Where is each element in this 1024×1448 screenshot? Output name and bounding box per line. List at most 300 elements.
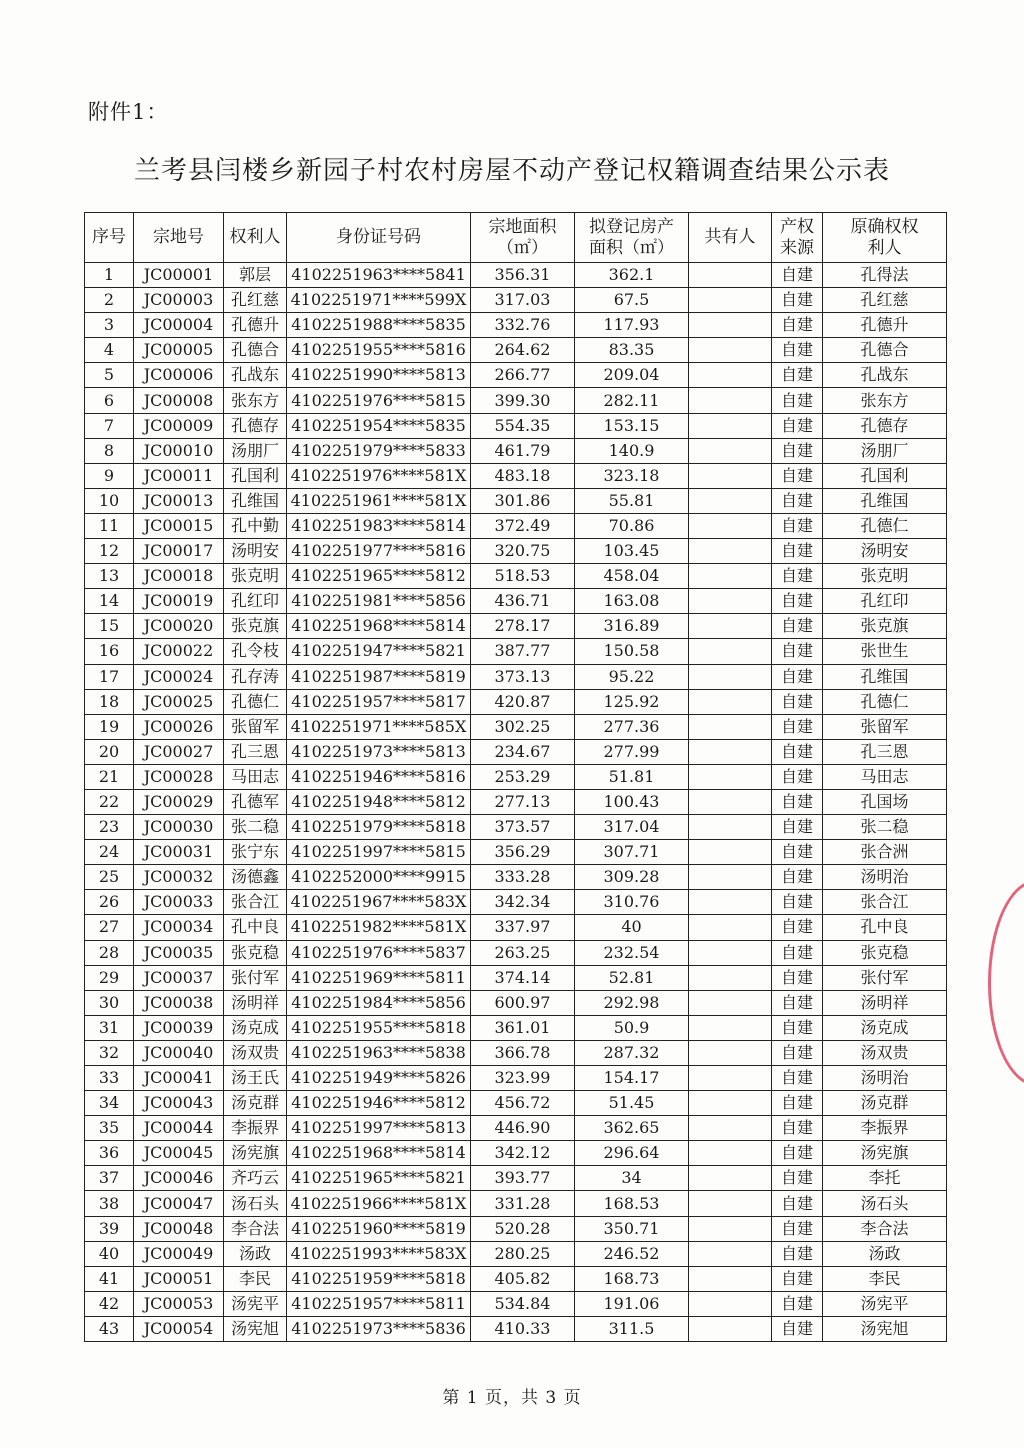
cell-owner: 马田志: [224, 764, 287, 789]
page-title: 兰考县闫楼乡新园子村农村房屋不动产登记权籍调查结果公示表: [133, 156, 890, 186]
cell-co-owner: [689, 965, 772, 990]
cell-id-number: 4102252000****9915: [287, 865, 471, 890]
cell-id-number: 4102251961****581X: [287, 488, 471, 513]
cell-parcel-area: 342.34: [471, 890, 575, 915]
cell-parcel-id: JC00026: [134, 714, 224, 739]
cell-id-number: 4102251984****5856: [287, 990, 471, 1015]
cell-house-area: 100.43: [575, 789, 689, 814]
col-header-parcel-area: 宗地面积 （㎡）: [471, 213, 575, 263]
cell-house-area: 232.54: [575, 940, 689, 965]
cell-parcel-id: JC00047: [134, 1191, 224, 1216]
col-header-id-number: 身份证号码: [287, 213, 471, 263]
cell-parcel-id: JC00018: [134, 564, 224, 589]
cell-property-source: 自建: [772, 689, 823, 714]
cell-parcel-area: 301.86: [471, 488, 575, 513]
table-row: [85, 513, 947, 538]
cell-co-owner: [689, 1015, 772, 1040]
cell-parcel-area: 436.71: [471, 589, 575, 614]
cell-house-area: 307.71: [575, 840, 689, 865]
cell-house-area: 163.08: [575, 589, 689, 614]
table-row: [85, 413, 947, 438]
table-row: [85, 589, 947, 614]
cell-original-owner: 马田志: [823, 764, 947, 789]
cell-original-owner: 汤明安: [823, 539, 947, 564]
cell-id-number: 4102251966****581X: [287, 1191, 471, 1216]
cell-index: 18: [85, 689, 134, 714]
cell-index: 30: [85, 990, 134, 1015]
cell-index: 19: [85, 714, 134, 739]
cell-co-owner: [689, 513, 772, 538]
cell-original-owner: 李民: [823, 1266, 947, 1291]
cell-original-owner: 孔红印: [823, 589, 947, 614]
cell-owner: 张克旗: [224, 614, 287, 639]
cell-parcel-id: JC00043: [134, 1091, 224, 1116]
cell-parcel-area: 373.13: [471, 664, 575, 689]
cell-index: 3: [85, 313, 134, 338]
cell-index: 12: [85, 539, 134, 564]
cell-index: 42: [85, 1291, 134, 1316]
attachment-label: 附件1：: [88, 100, 169, 124]
cell-parcel-id: JC00025: [134, 689, 224, 714]
cell-owner: 汤双贵: [224, 1040, 287, 1065]
cell-property-source: 自建: [772, 564, 823, 589]
cell-property-source: 自建: [772, 388, 823, 413]
cell-co-owner: [689, 1116, 772, 1141]
cell-original-owner: 孔维国: [823, 488, 947, 513]
cell-house-area: 316.89: [575, 614, 689, 639]
cell-parcel-id: JC00030: [134, 815, 224, 840]
cell-house-area: 209.04: [575, 363, 689, 388]
cell-index: 25: [85, 865, 134, 890]
table-row: [85, 1040, 947, 1065]
cell-owner: 张克明: [224, 564, 287, 589]
cell-parcel-area: 393.77: [471, 1166, 575, 1191]
cell-owner: 汤宪旭: [224, 1316, 287, 1341]
table-row: [85, 965, 947, 990]
cell-property-source: 自建: [772, 965, 823, 990]
cell-owner: 汤克成: [224, 1015, 287, 1040]
cell-co-owner: [689, 1191, 772, 1216]
cell-property-source: 自建: [772, 513, 823, 538]
cell-co-owner: [689, 388, 772, 413]
cell-parcel-area: 373.57: [471, 815, 575, 840]
cell-index: 26: [85, 890, 134, 915]
cell-parcel-id: JC00027: [134, 739, 224, 764]
cell-house-area: 153.15: [575, 413, 689, 438]
cell-parcel-area: 361.01: [471, 1015, 575, 1040]
cell-parcel-area: 461.79: [471, 438, 575, 463]
cell-parcel-id: JC00045: [134, 1141, 224, 1166]
cell-id-number: 4102251997****5815: [287, 840, 471, 865]
cell-parcel-area: 374.14: [471, 965, 575, 990]
cell-index: 1: [85, 263, 134, 288]
cell-property-source: 自建: [772, 1066, 823, 1091]
cell-co-owner: [689, 539, 772, 564]
cell-co-owner: [689, 1266, 772, 1291]
col-header-owner: 权利人: [224, 213, 287, 263]
cell-parcel-area: 264.62: [471, 338, 575, 363]
cell-parcel-id: JC00038: [134, 990, 224, 1015]
cell-co-owner: [689, 1216, 772, 1241]
cell-owner: 张合江: [224, 890, 287, 915]
cell-id-number: 4102251990****5813: [287, 363, 471, 388]
cell-property-source: 自建: [772, 865, 823, 890]
table-row: [85, 1191, 947, 1216]
col-header-co-owner: 共有人: [689, 213, 772, 263]
table-row: [85, 714, 947, 739]
table-row: [85, 263, 947, 288]
cell-property-source: 自建: [772, 589, 823, 614]
cell-co-owner: [689, 940, 772, 965]
cell-original-owner: 孔德仁: [823, 689, 947, 714]
cell-owner: 汤宪平: [224, 1291, 287, 1316]
cell-co-owner: [689, 564, 772, 589]
cell-house-area: 310.76: [575, 890, 689, 915]
cell-parcel-id: JC00041: [134, 1066, 224, 1091]
cell-parcel-id: JC00001: [134, 263, 224, 288]
cell-co-owner: [689, 714, 772, 739]
cell-parcel-id: JC00035: [134, 940, 224, 965]
cell-parcel-id: JC00008: [134, 388, 224, 413]
cell-house-area: 150.58: [575, 639, 689, 664]
cell-original-owner: 孔中良: [823, 915, 947, 940]
table-row: [85, 1015, 947, 1040]
cell-property-source: 自建: [772, 1266, 823, 1291]
cell-parcel-id: JC00040: [134, 1040, 224, 1065]
cell-house-area: 51.81: [575, 764, 689, 789]
cell-id-number: 4102251965****5821: [287, 1166, 471, 1191]
cell-id-number: 4102251976****5815: [287, 388, 471, 413]
cell-original-owner: 孔德升: [823, 313, 947, 338]
cell-index: 15: [85, 614, 134, 639]
cell-co-owner: [689, 1316, 772, 1341]
cell-id-number: 4102251973****5836: [287, 1316, 471, 1341]
cell-original-owner: 孔战东: [823, 363, 947, 388]
cell-co-owner: [689, 689, 772, 714]
cell-owner: 汤明安: [224, 539, 287, 564]
cell-parcel-area: 320.75: [471, 539, 575, 564]
cell-index: 14: [85, 589, 134, 614]
cell-original-owner: 汤明祥: [823, 990, 947, 1015]
cell-owner: 汤朋厂: [224, 438, 287, 463]
col-header-index: 序号: [85, 213, 134, 263]
cell-original-owner: 张付军: [823, 965, 947, 990]
cell-id-number: 4102251988****5835: [287, 313, 471, 338]
cell-id-number: 4102251976****581X: [287, 463, 471, 488]
cell-co-owner: [689, 789, 772, 814]
cell-parcel-area: 483.18: [471, 463, 575, 488]
cell-co-owner: [689, 1166, 772, 1191]
cell-co-owner: [689, 865, 772, 890]
cell-id-number: 4102251963****5841: [287, 263, 471, 288]
cell-parcel-id: JC00049: [134, 1241, 224, 1266]
cell-owner: 汤石头: [224, 1191, 287, 1216]
table-row: [85, 915, 947, 940]
table-row: [85, 1066, 947, 1091]
cell-owner: 汤宪旗: [224, 1141, 287, 1166]
cell-index: 2: [85, 288, 134, 313]
table-row: [85, 363, 947, 388]
cell-id-number: 4102251949****5826: [287, 1066, 471, 1091]
cell-house-area: 83.35: [575, 338, 689, 363]
cell-index: 22: [85, 789, 134, 814]
cell-parcel-id: JC00009: [134, 413, 224, 438]
cell-owner: 李民: [224, 1266, 287, 1291]
table-row: [85, 1091, 947, 1116]
cell-id-number: 4102251993****583X: [287, 1241, 471, 1266]
cell-parcel-id: JC00011: [134, 463, 224, 488]
cell-original-owner: 李合法: [823, 1216, 947, 1241]
cell-index: 41: [85, 1266, 134, 1291]
cell-parcel-area: 366.78: [471, 1040, 575, 1065]
cell-owner: 张宁东: [224, 840, 287, 865]
cell-index: 38: [85, 1191, 134, 1216]
cell-index: 4: [85, 338, 134, 363]
cell-property-source: 自建: [772, 614, 823, 639]
cell-house-area: 246.52: [575, 1241, 689, 1266]
cell-house-area: 458.04: [575, 564, 689, 589]
cell-original-owner: 孔国利: [823, 463, 947, 488]
cell-parcel-id: JC00006: [134, 363, 224, 388]
cell-house-area: 350.71: [575, 1216, 689, 1241]
cell-co-owner: [689, 1141, 772, 1166]
cell-owner: 汤克群: [224, 1091, 287, 1116]
cell-owner: 张二稳: [224, 815, 287, 840]
cell-property-source: 自建: [772, 664, 823, 689]
cell-original-owner: 张克明: [823, 564, 947, 589]
cell-property-source: 自建: [772, 915, 823, 940]
cell-co-owner: [689, 263, 772, 288]
cell-parcel-area: 332.76: [471, 313, 575, 338]
cell-co-owner: [689, 363, 772, 388]
table-row: [85, 463, 947, 488]
table-row: [85, 488, 947, 513]
cell-parcel-area: 277.13: [471, 789, 575, 814]
cell-original-owner: 李托: [823, 1166, 947, 1191]
table-body: [85, 263, 947, 1342]
cell-property-source: 自建: [772, 539, 823, 564]
cell-original-owner: 汤明治: [823, 1066, 947, 1091]
table-row: [85, 940, 947, 965]
cell-owner: 汤明祥: [224, 990, 287, 1015]
cell-owner: 张东方: [224, 388, 287, 413]
cell-property-source: 自建: [772, 1015, 823, 1040]
cell-original-owner: 孔德仁: [823, 513, 947, 538]
col-header-property-source: 产权 来源: [772, 213, 823, 263]
table-row: [85, 664, 947, 689]
cell-parcel-area: 554.35: [471, 413, 575, 438]
cell-id-number: 4102251979****5818: [287, 815, 471, 840]
cell-owner: 孔三恩: [224, 739, 287, 764]
cell-co-owner: [689, 639, 772, 664]
cell-co-owner: [689, 840, 772, 865]
cell-house-area: 292.98: [575, 990, 689, 1015]
cell-co-owner: [689, 990, 772, 1015]
cell-property-source: 自建: [772, 488, 823, 513]
cell-parcel-area: 446.90: [471, 1116, 575, 1141]
table-row: [85, 990, 947, 1015]
table-row: [85, 1266, 947, 1291]
cell-property-source: 自建: [772, 1241, 823, 1266]
cell-original-owner: 汤宪旗: [823, 1141, 947, 1166]
cell-original-owner: 孔得法: [823, 263, 947, 288]
cell-original-owner: 孔三恩: [823, 739, 947, 764]
cell-parcel-area: 518.53: [471, 564, 575, 589]
cell-original-owner: 汤政: [823, 1241, 947, 1266]
col-header-original-owner: 原确权权 利人: [823, 213, 947, 263]
cell-parcel-id: JC00048: [134, 1216, 224, 1241]
registration-table: [84, 212, 947, 1342]
cell-property-source: 自建: [772, 1216, 823, 1241]
cell-co-owner: [689, 1040, 772, 1065]
cell-owner: 张克稳: [224, 940, 287, 965]
cell-id-number: 4102251959****5818: [287, 1266, 471, 1291]
cell-id-number: 4102251968****5814: [287, 1141, 471, 1166]
cell-id-number: 4102251982****581X: [287, 915, 471, 940]
cell-original-owner: 汤朋厂: [823, 438, 947, 463]
cell-property-source: 自建: [772, 764, 823, 789]
cell-property-source: 自建: [772, 1091, 823, 1116]
table-header-row: [85, 213, 947, 263]
cell-house-area: 311.5: [575, 1316, 689, 1341]
cell-house-area: 117.93: [575, 313, 689, 338]
cell-co-owner: [689, 589, 772, 614]
cell-owner: 郭层: [224, 263, 287, 288]
cell-original-owner: 孔国场: [823, 789, 947, 814]
cell-house-area: 67.5: [575, 288, 689, 313]
cell-id-number: 4102251977****5816: [287, 539, 471, 564]
cell-original-owner: 孔维国: [823, 664, 947, 689]
cell-house-area: 277.99: [575, 739, 689, 764]
table-row: [85, 890, 947, 915]
cell-index: 34: [85, 1091, 134, 1116]
cell-owner: 孔德军: [224, 789, 287, 814]
cell-parcel-id: JC00032: [134, 865, 224, 890]
cell-id-number: 4102251971****585X: [287, 714, 471, 739]
cell-parcel-id: JC00031: [134, 840, 224, 865]
cell-id-number: 4102251960****5819: [287, 1216, 471, 1241]
cell-id-number: 4102251947****5821: [287, 639, 471, 664]
cell-id-number: 4102251987****5819: [287, 664, 471, 689]
cell-property-source: 自建: [772, 1141, 823, 1166]
table-row: [85, 840, 947, 865]
cell-original-owner: 张留军: [823, 714, 947, 739]
cell-parcel-area: 372.49: [471, 513, 575, 538]
cell-original-owner: 孔德存: [823, 413, 947, 438]
cell-parcel-id: JC00015: [134, 513, 224, 538]
cell-id-number: 4102251946****5812: [287, 1091, 471, 1116]
cell-co-owner: [689, 463, 772, 488]
col-header-house-area: 拟登记房产 面积（㎡）: [575, 213, 689, 263]
cell-parcel-id: JC00039: [134, 1015, 224, 1040]
cell-co-owner: [689, 338, 772, 363]
cell-house-area: 287.32: [575, 1040, 689, 1065]
cell-house-area: 191.06: [575, 1291, 689, 1316]
table-row: [85, 1116, 947, 1141]
cell-parcel-area: 387.77: [471, 639, 575, 664]
cell-parcel-area: 278.17: [471, 614, 575, 639]
cell-parcel-id: JC00017: [134, 539, 224, 564]
cell-house-area: 168.73: [575, 1266, 689, 1291]
cell-index: 20: [85, 739, 134, 764]
cell-co-owner: [689, 815, 772, 840]
cell-owner: 孔德仁: [224, 689, 287, 714]
table-row: [85, 614, 947, 639]
cell-id-number: 4102251967****583X: [287, 890, 471, 915]
cell-parcel-area: 356.29: [471, 840, 575, 865]
cell-parcel-id: JC00053: [134, 1291, 224, 1316]
table-row: [85, 1291, 947, 1316]
cell-house-area: 52.81: [575, 965, 689, 990]
cell-id-number: 4102251965****5812: [287, 564, 471, 589]
cell-parcel-area: 600.97: [471, 990, 575, 1015]
table-row: [85, 815, 947, 840]
cell-house-area: 55.81: [575, 488, 689, 513]
cell-index: 40: [85, 1241, 134, 1266]
table-row: [85, 639, 947, 664]
cell-owner: 孔德存: [224, 413, 287, 438]
cell-original-owner: 张世生: [823, 639, 947, 664]
cell-co-owner: [689, 1091, 772, 1116]
cell-parcel-area: 333.28: [471, 865, 575, 890]
cell-original-owner: 汤克成: [823, 1015, 947, 1040]
cell-house-area: 362.1: [575, 263, 689, 288]
cell-owner: 孔红慈: [224, 288, 287, 313]
cell-index: 5: [85, 363, 134, 388]
cell-house-area: 50.9: [575, 1015, 689, 1040]
cell-owner: 孔红印: [224, 589, 287, 614]
cell-original-owner: 张克旗: [823, 614, 947, 639]
cell-property-source: 自建: [772, 714, 823, 739]
cell-parcel-id: JC00003: [134, 288, 224, 313]
red-seal-stamp: [988, 880, 1024, 1086]
cell-original-owner: 张东方: [823, 388, 947, 413]
cell-house-area: 40: [575, 915, 689, 940]
cell-owner: 张付军: [224, 965, 287, 990]
cell-index: 31: [85, 1015, 134, 1040]
cell-id-number: 4102251983****5814: [287, 513, 471, 538]
cell-index: 27: [85, 915, 134, 940]
cell-index: 8: [85, 438, 134, 463]
cell-property-source: 自建: [772, 1316, 823, 1341]
cell-parcel-area: 323.99: [471, 1066, 575, 1091]
cell-parcel-area: 520.28: [471, 1216, 575, 1241]
table-row: [85, 764, 947, 789]
cell-co-owner: [689, 614, 772, 639]
cell-index: 28: [85, 940, 134, 965]
table-row: [85, 1141, 947, 1166]
cell-index: 36: [85, 1141, 134, 1166]
cell-property-source: 自建: [772, 438, 823, 463]
cell-owner: 孔国利: [224, 463, 287, 488]
cell-parcel-area: 263.25: [471, 940, 575, 965]
cell-property-source: 自建: [772, 1116, 823, 1141]
cell-parcel-area: 420.87: [471, 689, 575, 714]
table-row: [85, 388, 947, 413]
cell-parcel-area: 302.25: [471, 714, 575, 739]
cell-id-number: 4102251981****5856: [287, 589, 471, 614]
cell-original-owner: 张合江: [823, 890, 947, 915]
cell-property-source: 自建: [772, 363, 823, 388]
table-row: [85, 338, 947, 363]
cell-index: 10: [85, 488, 134, 513]
cell-id-number: 4102251971****599X: [287, 288, 471, 313]
cell-parcel-id: JC00029: [134, 789, 224, 814]
cell-owner: 张留军: [224, 714, 287, 739]
cell-index: 37: [85, 1166, 134, 1191]
cell-property-source: 自建: [772, 840, 823, 865]
cell-original-owner: 汤宪平: [823, 1291, 947, 1316]
